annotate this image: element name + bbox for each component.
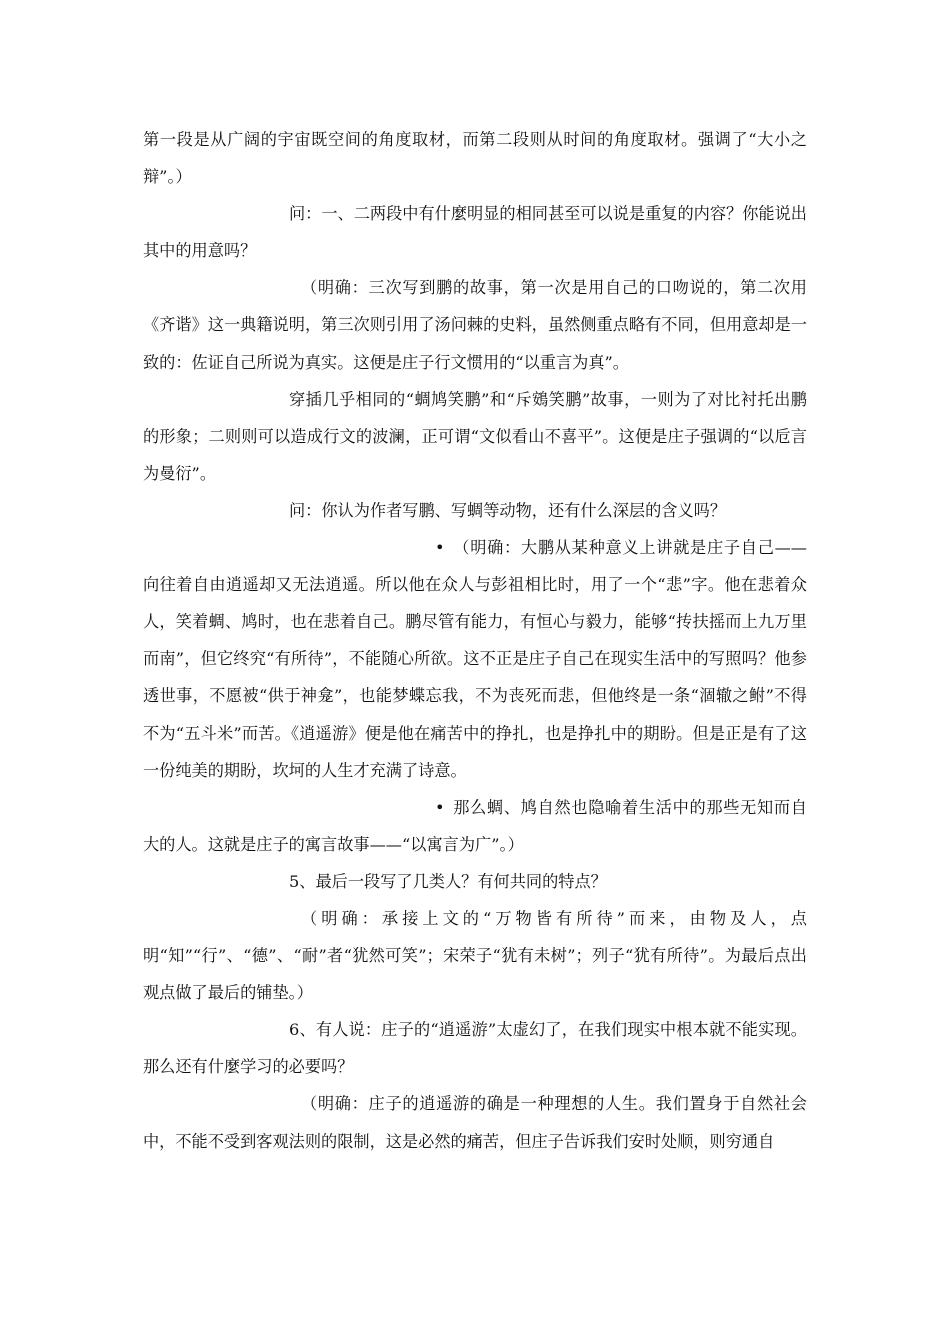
bullet-icon: • (435, 797, 445, 817)
paragraph-answer-6: （明确：庄子的逍遥游的确是一种理想的人生。我们置身于自然社会中，不能不受到客观法则的限制，这是必然的痛苦，但庄子告诉我们安时处顺，则穷通自 (143, 1094, 807, 1151)
paragraph-1: 第一段是从广阔的宇宙既空间的角度取材，而第二段则从时间的角度取材。强调了“大小之辩”。） (143, 130, 807, 187)
paragraph-answer-2-text: （明确：大鹏从某种意义上讲就是庄子自己——向往着自由逍遥却又无法逍遥。所以他在众人与彭祖相比时，用了一个“悲”字。他在悲着众人，笑着蜩、鸠时，也在悲着自己。鹏尽管有能力，有恒心与毅力，能够“抟扶摇而上九万里而南”，但它终究“有所待”，不能随心所欲。这不正是庄子自己在现实生活中的写照吗？他参透世事，不愿被“供于神龛”，也能梦蝶忘我，不为丧死而悲，但他终是一条“涸辙之鲋”不得不为“五斗米”而苦。《逍遥游》便是他在痛苦中的挣扎，也是挣扎中的期盼。但是正是有了这一份纯美的期盼，坎坷的人生才充满了诗意。 (143, 538, 807, 780)
paragraph-question-6: 6、有人说：庄子的“逍遥游”太虚幻了，在我们现实中根本就不能实现。那么还有什麼学习的必要吗？ (143, 1020, 807, 1077)
document-body (143, 121, 807, 1160)
paragraph-answer-1: （明确：三次写到鹏的故事，第一次是用自己的口吻说的，第二次用《齐谐》这一典籍说明，第三次则引用了汤问棘的史料，虽然侧重点略有不同，但用意却是一致的：佐证自己所说为真实。这便是庄子行文惯用的“以重言为真”。 (143, 278, 807, 372)
paragraph-answer-5: （明确：承接上文的“万物皆有所待”而来，由物及人，点明“知”“行”、“德”、“耐”者“犹然可笑”；宋荣子“犹有未树”；列子“犹有所待”。为最后点出观点做了最后的铺垫。） (143, 908, 807, 1003)
paragraph-question-5: 5、最后一段写了几类人？有何共同的特点？ (289, 871, 607, 891)
bullet-icon: • (435, 538, 445, 558)
paragraph-answer-2 (143, 529, 807, 789)
paragraph-answer-2-cont (143, 789, 807, 863)
paragraph-question-1: 问：一、二两段中有什麼明显的相同甚至可以说是重复的内容？你能说出其中的用意吗？ (143, 204, 807, 261)
paragraph-question-2: 问：你认为作者写鹏、写蜩等动物，还有什么深层的含义吗？ (289, 500, 727, 520)
paragraph-3: 穿插几乎相同的“蜩鸠笑鹏”和“斥鴳笑鹏”故事，一则为了对比衬托出鹏的形象；二则则可以造成行文的波澜，正可谓“文似看山不喜平”。这便是庄子强调的“以卮言为曼衍”。 (143, 389, 807, 483)
paragraph-answer-2-cont-text: 那么蜩、鸠自然也隐喻着生活中的那些无知而自大的人。这就是庄子的寓言故事——“以寓言为广”。） (143, 797, 807, 854)
